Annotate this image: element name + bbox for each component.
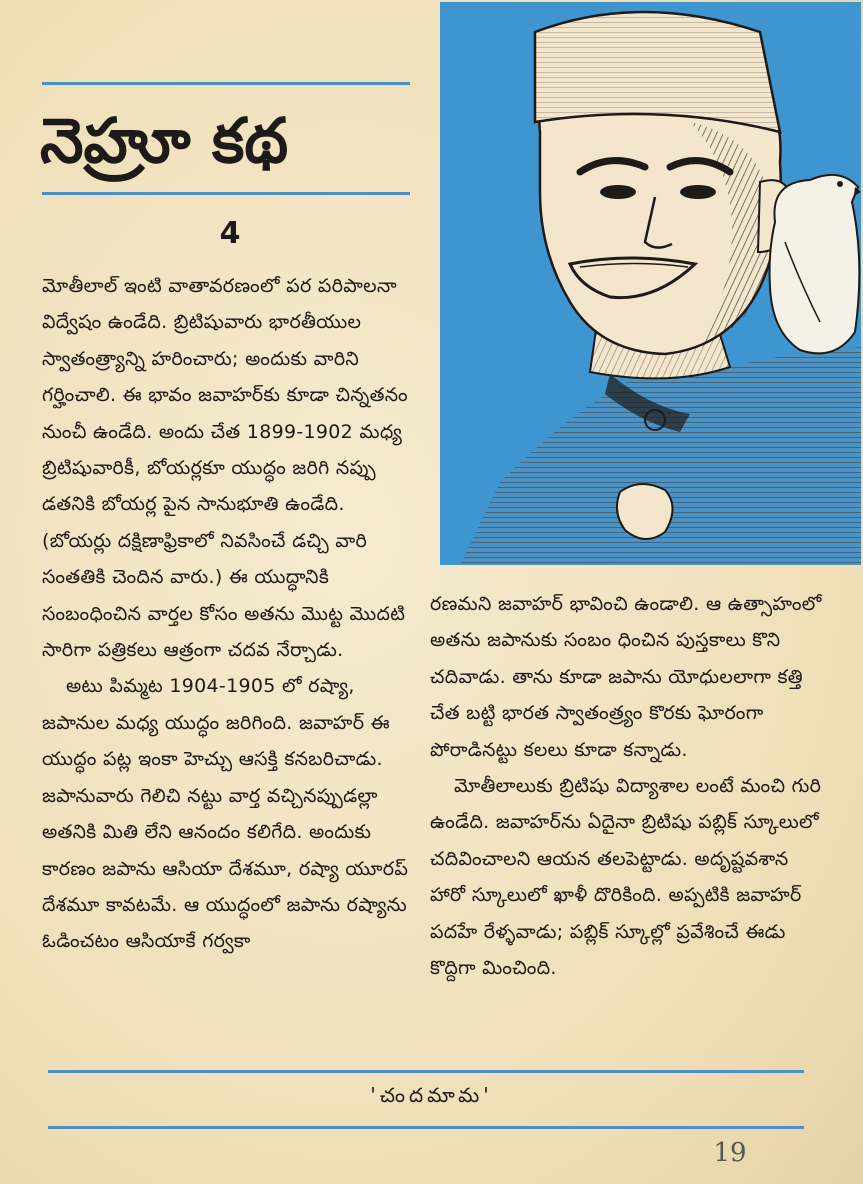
- footer-top-rule: [48, 1070, 804, 1073]
- title-top-rule: [42, 82, 410, 85]
- magazine-name: 'చందమామ': [370, 1083, 493, 1107]
- paragraph: మోతీలాల్ ఇంటి వాతావరణంలో పర పరిపాలనా విద్వేషం ఉండేది. బ్రిటిషువారు భారతీయుల స్వాతంత్ర్యాన్ని హరించారు; అందుకు వారిని గర్హించాలి. ఈ భావం జవాహర్‌కు కూడా చిన్నతనం నుంచీ ఉండేది. అందు చేత 1899-1902 మధ్య బ్రిటిషువారికీ, బోయర్లకూ యుద్ధం జరిగి నప్పు డతనికి బోయర్ల పైన సానుభూతి ఉండేది. (బోయర్లు దక్షిణాఫ్రికాలో నివసించే డచ్చి వారి సంతతికి చెందిన వారు.) ఈ యుద్ధానికి సంబంధించిన వార్తల కోసం అతను మొట్ట మొదటి సారిగా పత్రికలు ఆత్రంగా చదవ నేర్చాడు.: [42, 275, 408, 662]
- article-title: నెహ్రూ కథ: [40, 104, 289, 177]
- chapter-number: 4: [219, 216, 241, 251]
- left-eye: [600, 185, 636, 199]
- portrait-drawing: [440, 2, 861, 565]
- paragraph: మోతీలాలుకు బ్రిటిషు విద్యాశాల లంటే మంచి గురి ఉండేది. జవాహర్‌ను ఏదైనా బ్రిటిషు పబ్లిక్ స్కూలులో చదివించాలని ఆయన తలపెట్టాడు. అదృష్టవశాన హారో స్కూలులో ఖాళీ దొరికింది. అప్పటికి జవాహర్ పదహే రేళ్ళవాడు; పబ్లిక్ స్కూల్లో ప్రవేశించే ఈడు కొద్దిగా మించింది.: [430, 775, 822, 980]
- left-column-text: [42, 268, 414, 960]
- title-bottom-rule: [42, 192, 410, 195]
- paragraph: అటు పిమ్మట 1904-1905 లో రష్యా, జపానుల మధ్య యుద్ధం జరిగింది. జవాహర్ ఈ యుద్ధం పట్ల ఇంకా హెచ్చు ఆసక్తి కనబరిచాడు. జపానువారు గెలిచి నట్టు వార్త వచ్చినప్పుడల్లా అతనికి మితి లేని ఆనందం కలిగేది. అందుకు కారణం జపాను ఆసియా దేశమూ, రష్యా యూరప్ దేశమూ కావటమే. ఆ యుద్ధంలో జపాను రష్యాను ఓడించటం ఆసియాకే గర్వకా: [42, 675, 409, 953]
- page-number: 19: [713, 1138, 747, 1168]
- portrait-illustration: [440, 2, 861, 565]
- right-eye: [680, 185, 716, 199]
- rose-badge-icon: [617, 484, 673, 539]
- footer-bottom-rule: [48, 1126, 804, 1129]
- paragraph: రణమని జవాహర్ భావించి ఉండాలి. ఆ ఉత్సాహంలో అతను జపానుకు సంబం ధించిన పుస్తకాలు కొని చదివాడు. తాను కూడా జపాను యోధులలాగా కత్తి చేత బట్టి భారత స్వాతంత్ర్యం కొరకు ఘోరంగా పోరాడినట్టు కలలు కూడా కన్నాడు.: [430, 593, 822, 761]
- right-column-text: [430, 586, 822, 986]
- dove-icon: [770, 175, 860, 354]
